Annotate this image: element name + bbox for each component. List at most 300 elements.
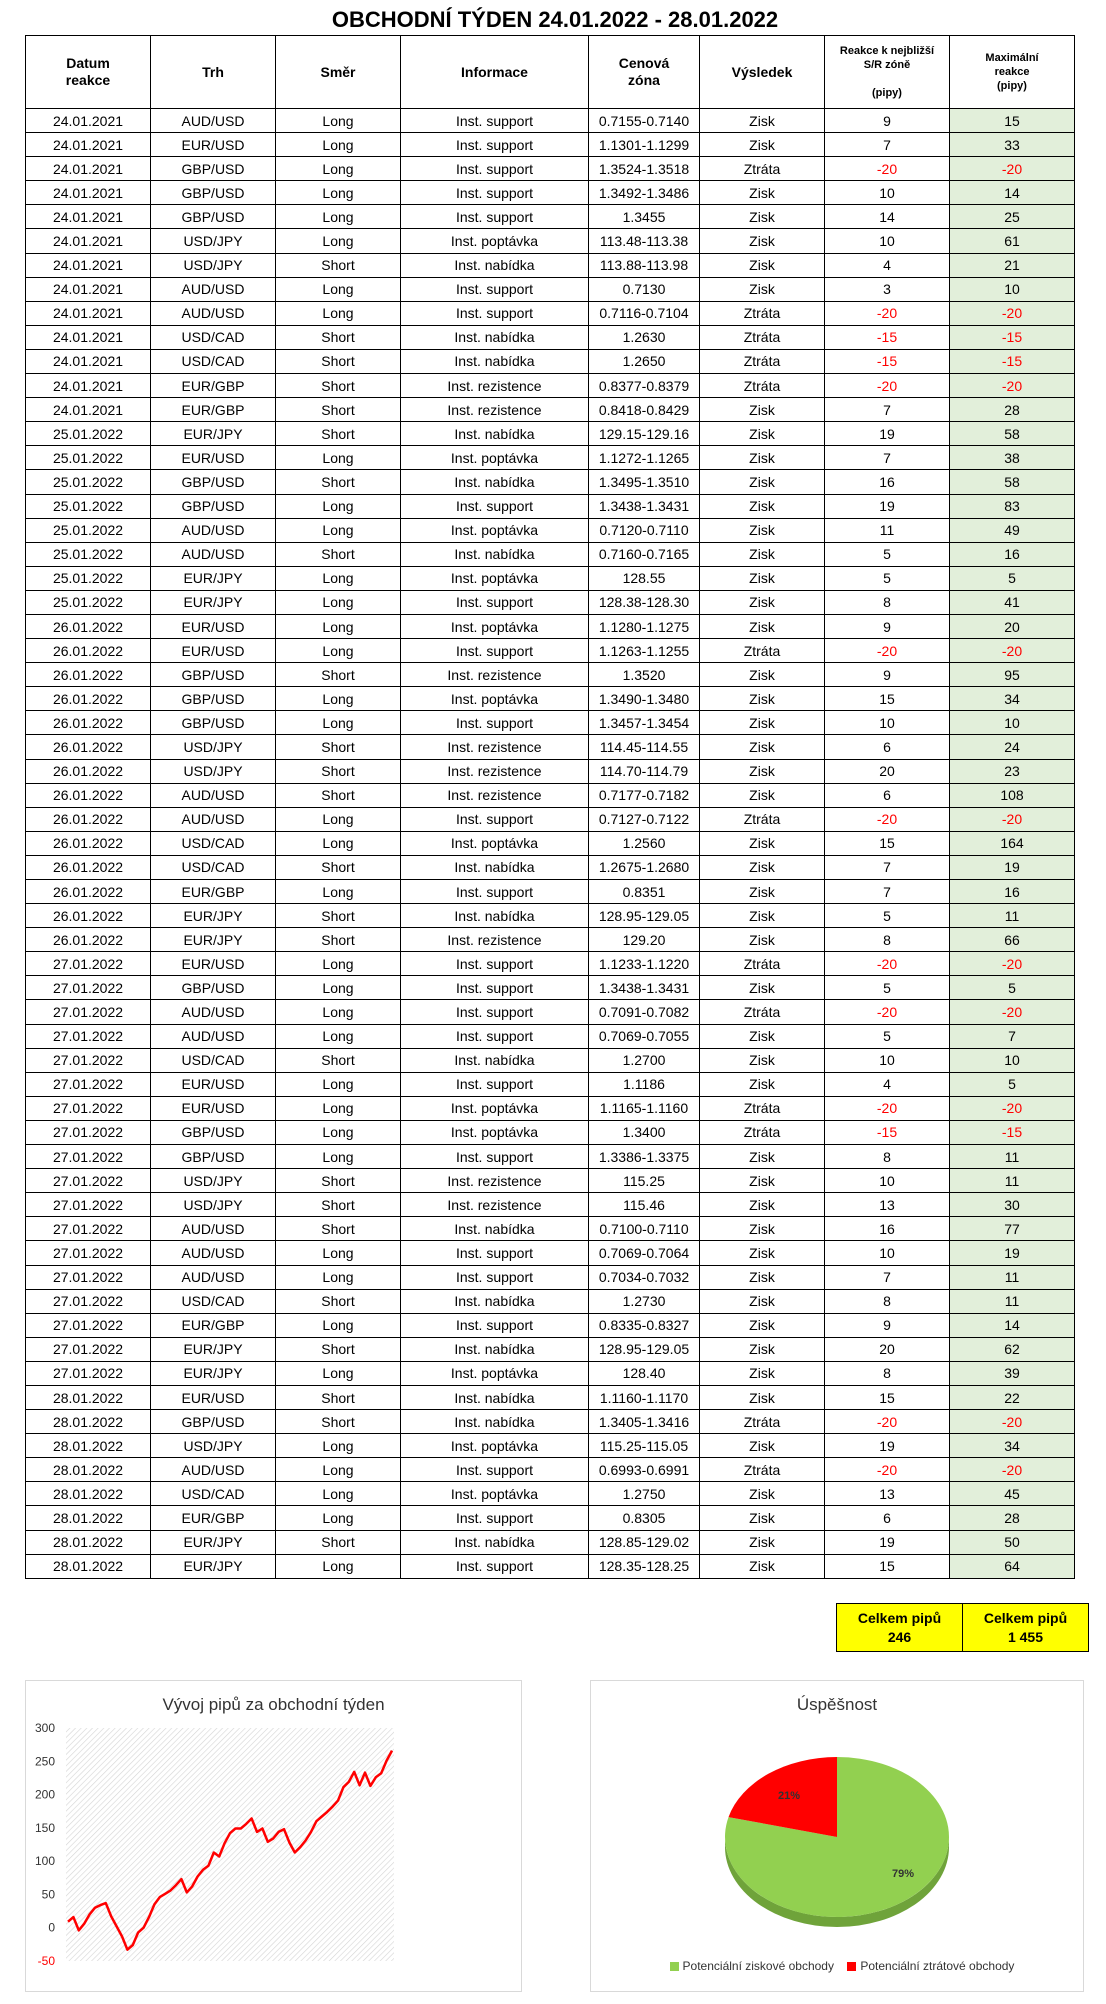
table-row xyxy=(26,1289,1075,1313)
cell-date: 27.01.2022 xyxy=(26,1313,151,1337)
cell-zone: 0.8335-0.8327 xyxy=(589,1313,700,1337)
cell-zone: 1.2730 xyxy=(589,1289,700,1313)
cell-date: 24.01.2021 xyxy=(26,301,151,325)
cell-date: 24.01.2021 xyxy=(26,374,151,398)
cell-zone: 0.7069-0.7055 xyxy=(589,1024,700,1048)
cell-date: 24.01.2021 xyxy=(26,181,151,205)
cell-date: 27.01.2022 xyxy=(26,1217,151,1241)
cell-reaction: 13 xyxy=(825,1482,950,1506)
cell-date: 28.01.2022 xyxy=(26,1410,151,1434)
cell-reaction: 7 xyxy=(825,446,950,470)
table-row xyxy=(26,494,1075,518)
pie-chart-plot xyxy=(591,1711,1083,1971)
cell-info: Inst. rezistence xyxy=(401,398,589,422)
cell-info: Inst. poptávka xyxy=(401,1361,589,1385)
cell-info: Inst. support xyxy=(401,711,589,735)
cell-info: Inst. support xyxy=(401,1024,589,1048)
cell-reaction: 13 xyxy=(825,1193,950,1217)
cell-info: Inst. poptávka xyxy=(401,229,589,253)
cell-info: Inst. nabídka xyxy=(401,1217,589,1241)
header-info: Informace xyxy=(401,36,589,109)
cell-result: Zisk xyxy=(700,1024,825,1048)
cell-date: 28.01.2022 xyxy=(26,1506,151,1530)
cell-info: Inst. nabídka xyxy=(401,325,589,349)
cell-reaction: 4 xyxy=(825,1072,950,1096)
cell-result: Zisk xyxy=(700,1048,825,1072)
cell-direction: Long xyxy=(276,639,401,663)
cell-market: AUD/USD xyxy=(151,1241,276,1265)
cell-info: Inst. support xyxy=(401,133,589,157)
cell-date: 24.01.2021 xyxy=(26,133,151,157)
cell-market: EUR/GBP xyxy=(151,374,276,398)
cell-max-reaction: 61 xyxy=(950,229,1075,253)
cell-max-reaction: 11 xyxy=(950,1265,1075,1289)
table-row xyxy=(26,1410,1075,1434)
table-row xyxy=(26,1361,1075,1385)
cell-max-reaction: 14 xyxy=(950,1313,1075,1337)
cell-zone: 113.88-113.98 xyxy=(589,253,700,277)
cell-result: Zisk xyxy=(700,1434,825,1458)
cell-info: Inst. poptávka xyxy=(401,446,589,470)
cell-max-reaction: 34 xyxy=(950,687,1075,711)
cell-zone: 1.3400 xyxy=(589,1120,700,1144)
cell-zone: 0.7160-0.7165 xyxy=(589,542,700,566)
cell-market: GBP/USD xyxy=(151,1145,276,1169)
cell-info: Inst. nabídka xyxy=(401,904,589,928)
cell-reaction: 19 xyxy=(825,494,950,518)
cell-info: Inst. poptávka xyxy=(401,831,589,855)
cell-direction: Short xyxy=(276,928,401,952)
table-row xyxy=(26,446,1075,470)
cell-date: 25.01.2022 xyxy=(26,566,151,590)
cell-direction: Long xyxy=(276,1506,401,1530)
legend-label-profit: Potenciální ziskové obchody xyxy=(682,1959,834,1973)
cell-zone: 0.8377-0.8379 xyxy=(589,374,700,398)
cell-max-reaction: 50 xyxy=(950,1530,1075,1554)
cell-reaction: 15 xyxy=(825,687,950,711)
cell-max-reaction: 19 xyxy=(950,1241,1075,1265)
cell-max-reaction: 16 xyxy=(950,542,1075,566)
cell-result: Zisk xyxy=(700,1361,825,1385)
cell-market: AUD/USD xyxy=(151,301,276,325)
cell-market: USD/CAD xyxy=(151,831,276,855)
pie-legend xyxy=(591,1959,1083,1973)
cell-market: AUD/USD xyxy=(151,518,276,542)
table-row xyxy=(26,1169,1075,1193)
cell-direction: Short xyxy=(276,325,401,349)
cell-market: EUR/JPY xyxy=(151,1530,276,1554)
cell-max-reaction: 14 xyxy=(950,181,1075,205)
cell-zone: 114.45-114.55 xyxy=(589,735,700,759)
cell-info: Inst. support xyxy=(401,952,589,976)
cell-direction: Long xyxy=(276,277,401,301)
cell-reaction: -15 xyxy=(825,1120,950,1144)
cell-direction: Long xyxy=(276,1482,401,1506)
cell-info: Inst. rezistence xyxy=(401,928,589,952)
table-row xyxy=(26,349,1075,373)
cell-direction: Short xyxy=(276,1048,401,1072)
cell-max-reaction: 77 xyxy=(950,1217,1075,1241)
table-row xyxy=(26,1048,1075,1072)
cell-zone: 1.2630 xyxy=(589,325,700,349)
cell-direction: Long xyxy=(276,976,401,1000)
cell-info: Inst. poptávka xyxy=(401,614,589,638)
cell-direction: Short xyxy=(276,1193,401,1217)
cell-direction: Long xyxy=(276,1120,401,1144)
cell-zone: 128.85-129.02 xyxy=(589,1530,700,1554)
cell-direction: Short xyxy=(276,1217,401,1241)
cell-info: Inst. support xyxy=(401,807,589,831)
table-row xyxy=(26,663,1075,687)
cell-reaction: -20 xyxy=(825,1000,950,1024)
cell-info: Inst. poptávka xyxy=(401,687,589,711)
cell-result: Zisk xyxy=(700,1337,825,1361)
table-row xyxy=(26,928,1075,952)
cell-result: Zisk xyxy=(700,590,825,614)
cell-zone: 0.7100-0.7110 xyxy=(589,1217,700,1241)
cell-max-reaction: 62 xyxy=(950,1337,1075,1361)
cell-date: 26.01.2022 xyxy=(26,807,151,831)
table-row xyxy=(26,735,1075,759)
cell-max-reaction: 45 xyxy=(950,1482,1075,1506)
cell-max-reaction: 5 xyxy=(950,976,1075,1000)
y-tick-label: 250 xyxy=(34,1754,55,1769)
cell-result: Zisk xyxy=(700,494,825,518)
cell-info: Inst. support xyxy=(401,1241,589,1265)
table-row xyxy=(26,783,1075,807)
cell-result: Zisk xyxy=(700,470,825,494)
cell-max-reaction: -20 xyxy=(950,639,1075,663)
cell-max-reaction: 28 xyxy=(950,398,1075,422)
cell-market: AUD/USD xyxy=(151,1458,276,1482)
table-row xyxy=(26,831,1075,855)
cell-reaction: 10 xyxy=(825,1048,950,1072)
cell-info: Inst. nabídka xyxy=(401,542,589,566)
table-row xyxy=(26,880,1075,904)
cell-reaction: 8 xyxy=(825,1145,950,1169)
cell-result: Zisk xyxy=(700,1554,825,1578)
cell-reaction: 20 xyxy=(825,759,950,783)
cell-info: Inst. nabídka xyxy=(401,349,589,373)
cell-zone: 0.7091-0.7082 xyxy=(589,1000,700,1024)
cell-market: EUR/JPY xyxy=(151,590,276,614)
cell-direction: Long xyxy=(276,1434,401,1458)
cell-max-reaction: 11 xyxy=(950,1145,1075,1169)
cell-date: 24.01.2021 xyxy=(26,349,151,373)
cell-zone: 0.7069-0.7064 xyxy=(589,1241,700,1265)
cell-zone: 129.20 xyxy=(589,928,700,952)
cell-result: Zisk xyxy=(700,566,825,590)
cell-result: Ztráta xyxy=(700,1120,825,1144)
cell-result: Zisk xyxy=(700,205,825,229)
cell-reaction: 9 xyxy=(825,614,950,638)
cell-market: USD/CAD xyxy=(151,325,276,349)
cell-direction: Short xyxy=(276,470,401,494)
cell-result: Zisk xyxy=(700,1217,825,1241)
cell-info: Inst. poptávka xyxy=(401,1434,589,1458)
cell-date: 27.01.2022 xyxy=(26,1265,151,1289)
table-row xyxy=(26,976,1075,1000)
cell-zone: 1.1160-1.1170 xyxy=(589,1385,700,1409)
cell-direction: Short xyxy=(276,253,401,277)
cell-market: AUD/USD xyxy=(151,1265,276,1289)
legend-label-loss: Potenciální ztrátové obchody xyxy=(860,1959,1015,1973)
cell-result: Zisk xyxy=(700,229,825,253)
cell-reaction: 14 xyxy=(825,205,950,229)
cell-market: EUR/USD xyxy=(151,952,276,976)
cell-date: 25.01.2022 xyxy=(26,542,151,566)
cell-direction: Short xyxy=(276,663,401,687)
cell-info: Inst. nabídka xyxy=(401,253,589,277)
cell-result: Zisk xyxy=(700,1169,825,1193)
cell-zone: 1.3438-1.3431 xyxy=(589,976,700,1000)
cell-reaction: 6 xyxy=(825,735,950,759)
cell-zone: 1.3492-1.3486 xyxy=(589,181,700,205)
cell-result: Ztráta xyxy=(700,1000,825,1024)
cell-date: 26.01.2022 xyxy=(26,880,151,904)
cell-info: Inst. nabídka xyxy=(401,1410,589,1434)
cell-market: EUR/JPY xyxy=(151,1361,276,1385)
cell-date: 24.01.2021 xyxy=(26,398,151,422)
cell-market: EUR/USD xyxy=(151,1385,276,1409)
cell-max-reaction: 28 xyxy=(950,1506,1075,1530)
cell-direction: Long xyxy=(276,301,401,325)
cell-market: USD/CAD xyxy=(151,855,276,879)
cell-max-reaction: -15 xyxy=(950,1120,1075,1144)
cell-reaction: 8 xyxy=(825,1289,950,1313)
cell-info: Inst. poptávka xyxy=(401,1096,589,1120)
cell-direction: Short xyxy=(276,422,401,446)
cell-reaction: 10 xyxy=(825,1169,950,1193)
cell-market: GBP/USD xyxy=(151,470,276,494)
cell-max-reaction: 41 xyxy=(950,590,1075,614)
cell-zone: 1.1301-1.1299 xyxy=(589,133,700,157)
cell-date: 28.01.2022 xyxy=(26,1554,151,1578)
cell-market: EUR/JPY xyxy=(151,1337,276,1361)
cell-result: Zisk xyxy=(700,1289,825,1313)
cell-zone: 1.1263-1.1255 xyxy=(589,639,700,663)
cell-info: Inst. support xyxy=(401,277,589,301)
cell-direction: Long xyxy=(276,1554,401,1578)
table-row xyxy=(26,325,1075,349)
cell-info: Inst. support xyxy=(401,1145,589,1169)
cell-zone: 1.3520 xyxy=(589,663,700,687)
cell-date: 26.01.2022 xyxy=(26,639,151,663)
cell-market: EUR/USD xyxy=(151,639,276,663)
cell-reaction: -20 xyxy=(825,639,950,663)
cell-zone: 114.70-114.79 xyxy=(589,759,700,783)
table-row xyxy=(26,1530,1075,1554)
cell-reaction: 19 xyxy=(825,1530,950,1554)
legend-swatch-loss xyxy=(847,1962,856,1971)
cell-market: AUD/USD xyxy=(151,807,276,831)
cell-date: 28.01.2022 xyxy=(26,1385,151,1409)
cell-direction: Long xyxy=(276,1000,401,1024)
y-tick-label: 100 xyxy=(34,1854,55,1869)
cell-market: AUD/USD xyxy=(151,109,276,133)
cell-max-reaction: -20 xyxy=(950,374,1075,398)
cell-zone: 0.8418-0.8429 xyxy=(589,398,700,422)
cell-reaction: -15 xyxy=(825,325,950,349)
cell-direction: Long xyxy=(276,1096,401,1120)
table-row xyxy=(26,904,1075,928)
cell-date: 27.01.2022 xyxy=(26,1361,151,1385)
cell-max-reaction: 23 xyxy=(950,759,1075,783)
cell-market: AUD/USD xyxy=(151,277,276,301)
table-row xyxy=(26,1145,1075,1169)
cell-result: Ztráta xyxy=(700,157,825,181)
cell-market: EUR/GBP xyxy=(151,1506,276,1530)
cell-info: Inst. nabídka xyxy=(401,855,589,879)
cell-direction: Long xyxy=(276,205,401,229)
header-direction: Směr xyxy=(276,36,401,109)
cell-reaction: 7 xyxy=(825,880,950,904)
cell-market: GBP/USD xyxy=(151,976,276,1000)
cell-reaction: 8 xyxy=(825,928,950,952)
cell-info: Inst. support xyxy=(401,494,589,518)
cell-result: Ztráta xyxy=(700,952,825,976)
cell-reaction: 5 xyxy=(825,904,950,928)
table-row xyxy=(26,398,1075,422)
cell-market: EUR/USD xyxy=(151,614,276,638)
y-tick-label: -50 xyxy=(37,1954,55,1968)
cell-direction: Long xyxy=(276,494,401,518)
cell-reaction: 7 xyxy=(825,133,950,157)
cell-date: 26.01.2022 xyxy=(26,687,151,711)
cell-result: Zisk xyxy=(700,855,825,879)
cell-market: AUD/USD xyxy=(151,1024,276,1048)
table-row xyxy=(26,1554,1075,1578)
cell-zone: 128.40 xyxy=(589,1361,700,1385)
cell-zone: 1.3495-1.3510 xyxy=(589,470,700,494)
cell-info: Inst. rezistence xyxy=(401,1169,589,1193)
cell-market: EUR/USD xyxy=(151,1072,276,1096)
cell-max-reaction: -15 xyxy=(950,349,1075,373)
y-tick-label: 300 xyxy=(34,1721,55,1735)
cell-market: EUR/GBP xyxy=(151,880,276,904)
cell-market: EUR/USD xyxy=(151,1096,276,1120)
cell-info: Inst. support xyxy=(401,109,589,133)
cell-max-reaction: -20 xyxy=(950,952,1075,976)
cell-reaction: 6 xyxy=(825,783,950,807)
cell-result: Zisk xyxy=(700,1241,825,1265)
cell-reaction: 8 xyxy=(825,1361,950,1385)
cell-reaction: -20 xyxy=(825,807,950,831)
cell-date: 27.01.2022 xyxy=(26,1048,151,1072)
cell-direction: Long xyxy=(276,1265,401,1289)
cell-result: Zisk xyxy=(700,1265,825,1289)
cell-direction: Short xyxy=(276,783,401,807)
cell-market: EUR/JPY xyxy=(151,566,276,590)
pie-data-label: 21% xyxy=(777,1790,801,1802)
cell-date: 28.01.2022 xyxy=(26,1482,151,1506)
cell-direction: Long xyxy=(276,1024,401,1048)
y-tick-label: 150 xyxy=(34,1820,55,1835)
cell-result: Zisk xyxy=(700,518,825,542)
cell-info: Inst. rezistence xyxy=(401,374,589,398)
cell-date: 28.01.2022 xyxy=(26,1530,151,1554)
cell-market: EUR/GBP xyxy=(151,1313,276,1337)
table-row xyxy=(26,614,1075,638)
cell-max-reaction: 34 xyxy=(950,1434,1075,1458)
cell-result: Zisk xyxy=(700,614,825,638)
cell-date: 24.01.2021 xyxy=(26,229,151,253)
cell-market: AUD/USD xyxy=(151,1000,276,1024)
cell-result: Zisk xyxy=(700,133,825,157)
cell-result: Zisk xyxy=(700,1506,825,1530)
cell-direction: Long xyxy=(276,807,401,831)
table-row xyxy=(26,1024,1075,1048)
legend-swatch-profit xyxy=(670,1962,679,1971)
table-row xyxy=(26,1482,1075,1506)
cell-date: 26.01.2022 xyxy=(26,735,151,759)
cell-max-reaction: 64 xyxy=(950,1554,1075,1578)
cell-direction: Long xyxy=(276,181,401,205)
cell-date: 26.01.2022 xyxy=(26,614,151,638)
table-row xyxy=(26,181,1075,205)
trade-table xyxy=(25,35,1075,1579)
header-date: Datum reakce xyxy=(26,36,151,109)
cell-result: Ztráta xyxy=(700,325,825,349)
cell-info: Inst. rezistence xyxy=(401,759,589,783)
table-row xyxy=(26,229,1075,253)
cell-result: Zisk xyxy=(700,687,825,711)
cell-market: GBP/USD xyxy=(151,494,276,518)
cell-direction: Long xyxy=(276,880,401,904)
cell-direction: Long xyxy=(276,229,401,253)
cell-max-reaction: 5 xyxy=(950,1072,1075,1096)
cell-zone: 1.3405-1.3416 xyxy=(589,1410,700,1434)
cell-date: 28.01.2022 xyxy=(26,1458,151,1482)
cell-direction: Short xyxy=(276,855,401,879)
cell-info: Inst. rezistence xyxy=(401,1193,589,1217)
cell-market: GBP/USD xyxy=(151,205,276,229)
cell-direction: Long xyxy=(276,711,401,735)
cell-date: 24.01.2021 xyxy=(26,205,151,229)
cell-market: GBP/USD xyxy=(151,1410,276,1434)
cell-info: Inst. nabídka xyxy=(401,1289,589,1313)
cell-direction: Long xyxy=(276,1458,401,1482)
cell-result: Ztráta xyxy=(700,374,825,398)
cell-max-reaction: 11 xyxy=(950,1289,1075,1313)
cell-direction: Long xyxy=(276,1241,401,1265)
cell-info: Inst. support xyxy=(401,880,589,904)
table-row xyxy=(26,253,1075,277)
cell-info: Inst. poptávka xyxy=(401,518,589,542)
table-row xyxy=(26,855,1075,879)
cell-market: EUR/JPY xyxy=(151,928,276,952)
cell-zone: 1.3386-1.3375 xyxy=(589,1145,700,1169)
cell-info: Inst. support xyxy=(401,590,589,614)
cell-reaction: 9 xyxy=(825,109,950,133)
cell-market: EUR/JPY xyxy=(151,422,276,446)
cell-direction: Short xyxy=(276,1169,401,1193)
cell-direction: Short xyxy=(276,759,401,783)
header-result: Výsledek xyxy=(700,36,825,109)
cell-result: Zisk xyxy=(700,904,825,928)
cell-info: Inst. nabídka xyxy=(401,1385,589,1409)
cell-max-reaction: -20 xyxy=(950,301,1075,325)
header-reaction: Reakce k nejbližší S/R zóně (pipy) xyxy=(825,36,950,109)
cell-zone: 1.1186 xyxy=(589,1072,700,1096)
cell-result: Ztráta xyxy=(700,1410,825,1434)
cell-result: Zisk xyxy=(700,1530,825,1554)
table-row xyxy=(26,759,1075,783)
cell-date: 24.01.2021 xyxy=(26,109,151,133)
cell-zone: 1.1280-1.1275 xyxy=(589,614,700,638)
cell-max-reaction: 95 xyxy=(950,663,1075,687)
table-row xyxy=(26,205,1075,229)
